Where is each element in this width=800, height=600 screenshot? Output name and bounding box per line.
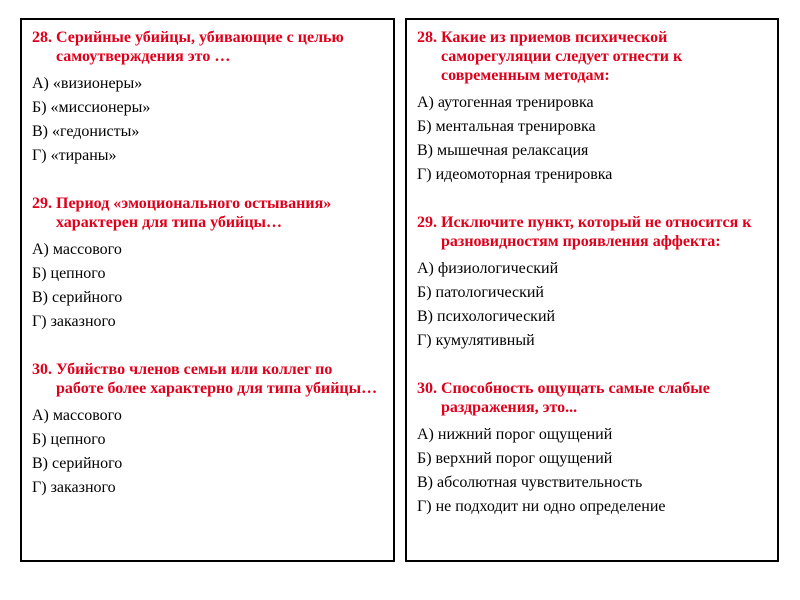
option-c: В) серийного bbox=[32, 455, 123, 472]
question-number: 28. bbox=[32, 29, 52, 46]
question-number: 28. bbox=[417, 29, 437, 46]
spacer bbox=[417, 355, 767, 379]
option-c: В) абсолютная чувствительность bbox=[417, 474, 643, 491]
question-number: 30. bbox=[417, 380, 437, 397]
option-d: Г) «тираны» bbox=[32, 147, 117, 164]
option-a: А) массового bbox=[32, 407, 122, 424]
option-c: В) мышечная релаксация bbox=[417, 142, 589, 159]
option-b: Б) верхний порог ощущений bbox=[417, 450, 613, 467]
option-a: А) физиологический bbox=[417, 260, 559, 277]
question-28-right bbox=[417, 28, 767, 85]
option-a: А) нижний порог ощущений bbox=[417, 426, 613, 443]
right-quiz-panel bbox=[405, 18, 779, 562]
question-text: Убийство членов семьи или коллег по работе более характерно для типа убийцы… bbox=[56, 361, 378, 397]
question-28-left bbox=[32, 28, 383, 66]
option-a: А) аутогенная тренировка bbox=[417, 94, 594, 111]
question-number: 29. bbox=[417, 214, 437, 231]
left-quiz-panel bbox=[20, 18, 395, 562]
option-c: В) серийного bbox=[32, 289, 123, 306]
option-b: Б) ментальная тренировка bbox=[417, 118, 596, 135]
option-c: В) психологический bbox=[417, 308, 556, 325]
option-b: Б) «миссионеры» bbox=[32, 99, 151, 116]
spacer bbox=[32, 170, 383, 194]
option-c: В) «гедонисты» bbox=[32, 123, 140, 140]
question-text: Способность ощущать самые слабые раздражения, это... bbox=[441, 380, 710, 416]
question-text: Какие из приемов психической саморегуляции следует отнести к современным методам: bbox=[441, 29, 683, 84]
option-b: Б) патологический bbox=[417, 284, 544, 301]
question-29-left bbox=[32, 194, 383, 232]
question-text: Период «эмоционального остывания» характерен для типа убийцы… bbox=[56, 195, 332, 231]
option-a: А) массового bbox=[32, 241, 122, 258]
question-text: Исключите пункт, который не относится к разновидностям проявления аффекта: bbox=[441, 214, 752, 250]
question-29-right bbox=[417, 213, 767, 251]
option-d: Г) заказного bbox=[32, 479, 116, 496]
question-number: 29. bbox=[32, 195, 52, 212]
question-number: 30. bbox=[32, 361, 52, 378]
option-d: Г) идеомоторная тренировка bbox=[417, 166, 613, 183]
spacer bbox=[32, 336, 383, 360]
option-a: А) «визионеры» bbox=[32, 75, 143, 92]
question-text: Серийные убийцы, убивающие с целью самоутверждения это … bbox=[56, 29, 344, 65]
option-b: Б) цепного bbox=[32, 431, 106, 448]
question-30-left bbox=[32, 360, 383, 398]
option-d: Г) не подходит ни одно определение bbox=[417, 498, 666, 515]
spacer bbox=[417, 189, 767, 213]
option-b: Б) цепного bbox=[32, 265, 106, 282]
question-30-right bbox=[417, 379, 767, 417]
option-d: Г) заказного bbox=[32, 313, 116, 330]
option-d: Г) кумулятивный bbox=[417, 332, 535, 349]
